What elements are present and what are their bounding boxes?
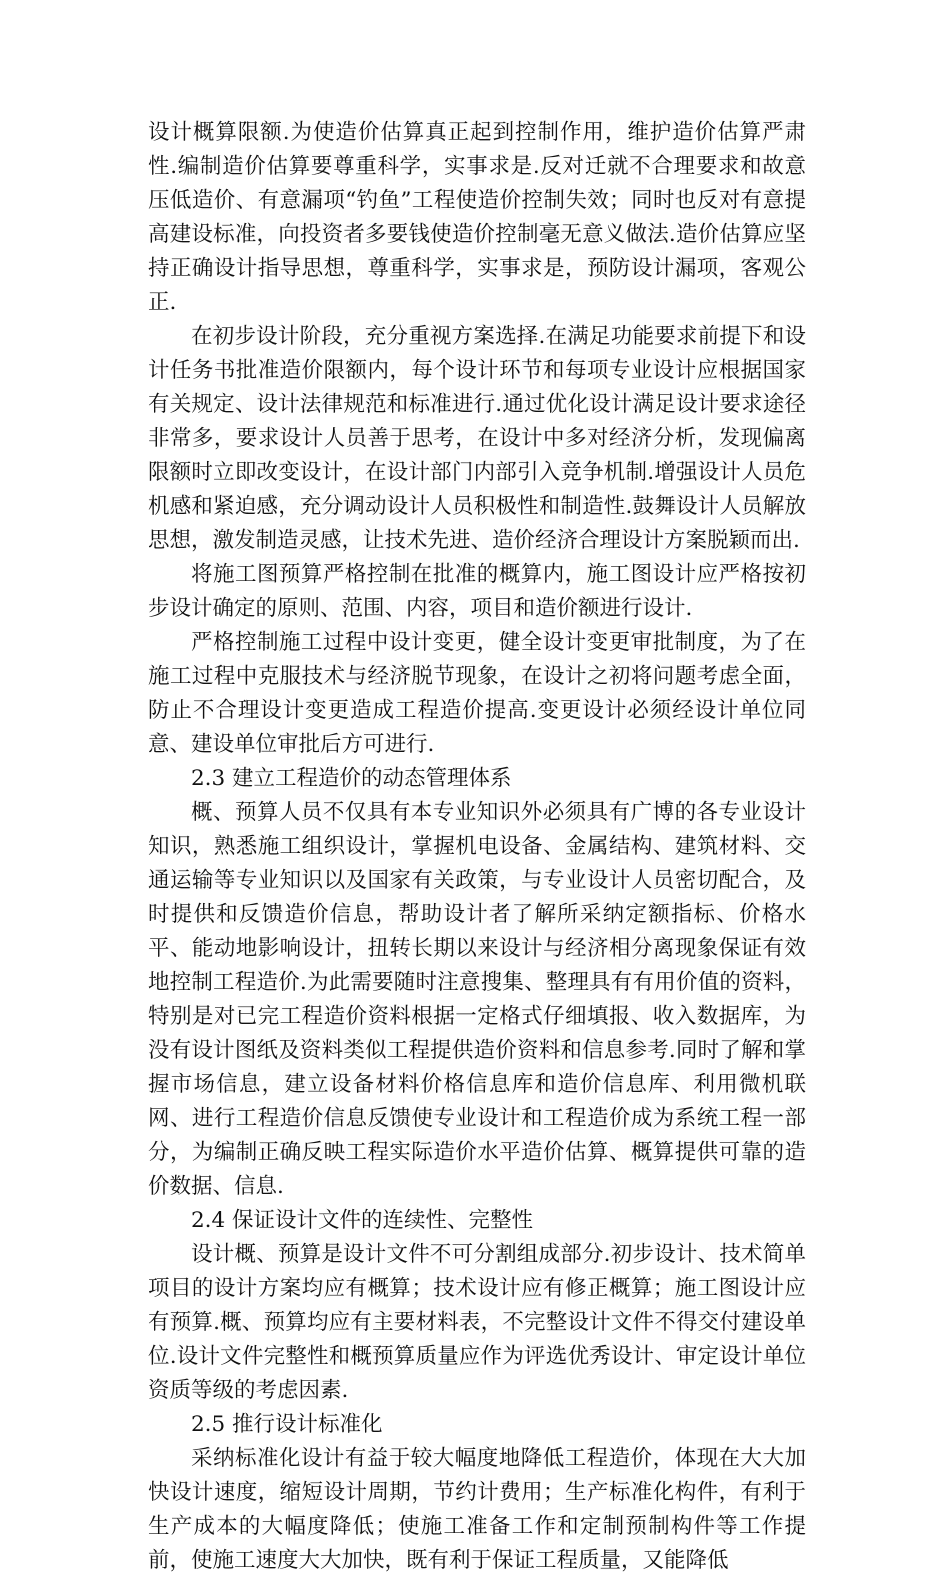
document-page [148,116,806,1578]
paragraph-document-completeness: 设计概、预算是设计文件不可分割组成部分.初步设计、技术简单项目的设计方案均应有概算；技术设计应有修正概算；施工图设计应有预算.概、预算均应有主要材料表，不完整设计文件不得交付建设单位.设计文件完整性和概预算质量应作为评选优秀设计、审定设计单位资质等级的考虑因素. [148,1242,806,1403]
paragraph-preliminary-design: 在初步设计阶段，充分重视方案选择.在满足功能要求前提下和设计任务书批准造价限额内，每个设计环节和每项专业设计应根据国家有关规定、设计法律规范和标准进行.通过优化设计满足设计要求途径非常多，要求设计人员善于思考，在设计中多对经济分析，发现偏离限额时立即改变设计，在设计部门内部引入竞争机制.增强设计人员危机感和紧迫感，充分调动设计人员积极性和制造性.鼓舞设计人员解放思想，激发制造灵感，让技术先进、造价经济合理设计方案脱颖而出. [148,324,806,553]
paragraph-dynamic-management: 概、预算人员不仅具有本专业知识外必须具有广博的各专业设计知识，熟悉施工组织设计，掌握机电设备、金属结构、建筑材料、交通运输等专业知识以及国家有关政策，与专业设计人员密切配合，及时提供和反馈造价信息，帮助设计者了解所采纳定额指标、价格水平、能动地影响设计，扭转长期以来设计与经济相分离现象保证有效地控制工程造价.为此需要随时注意搜集、整理具有有用价值的资料，特别是对已完工程造价资料根据一定格式仔细填报、收入数据库，为没有设计图纸及资料类似工程提供造价资料和信息参考.同时了解和掌握市场信息，建立设备材料价格信息库和造价信息库、利用微机联网、进行工程造价信息反馈使专业设计和工程造价成为系统工程一部分，为编制正确反映工程实际造价水平造价估算、概算提供可靠的造价数据、信息. [148,800,806,1199]
section-heading-2-3: 2.3 建立工程造价的动态管理体系 [191,766,512,791]
paragraph-standardization: 采纳标准化设计有益于较大幅度地降低工程造价，体现在大大加快设计速度，缩短设计周期，节约计费用；生产标准化构件，有利于生产成本的大幅度降低；使施工准备工作和定制预制构件等工作提前，使施工速度大大加快，既有利于保证工程质量，又能降低 [148,1446,806,1573]
paragraph-continuation: 设计概算限额.为使造价估算真正起到控制作用，维护造价估算严肃性.编制造价估算要尊重科学，实事求是.反对迁就不合理要求和故意压低造价、有意漏项“钓鱼”工程使造价控制失效；同时也反对有意提高建设标准，向投资者多要钱使造价控制毫无意义做法.造价估算应坚持正确设计指导思想，尊重科学，实事求是，预防设计漏项，客观公正. [148,120,806,315]
section-heading-2-4: 2.4 保证设计文件的连续性、完整性 [191,1208,534,1233]
paragraph-design-change-control: 严格控制施工过程中设计变更，健全设计变更审批制度，为了在施工过程中克服技术与经济脱节现象，在设计之初将问题考虑全面，防止不合理设计变更造成工程造价提高.变更设计必须经设计单位同意、建设单位审批后方可进行. [148,630,806,757]
paragraph-construction-drawing-budget: 将施工图预算严格控制在批准的概算内，施工图设计应严格按初步设计确定的原则、范围、内容，项目和造价额进行设计. [148,562,806,621]
section-heading-2-5: 2.5 推行设计标准化 [191,1412,383,1437]
